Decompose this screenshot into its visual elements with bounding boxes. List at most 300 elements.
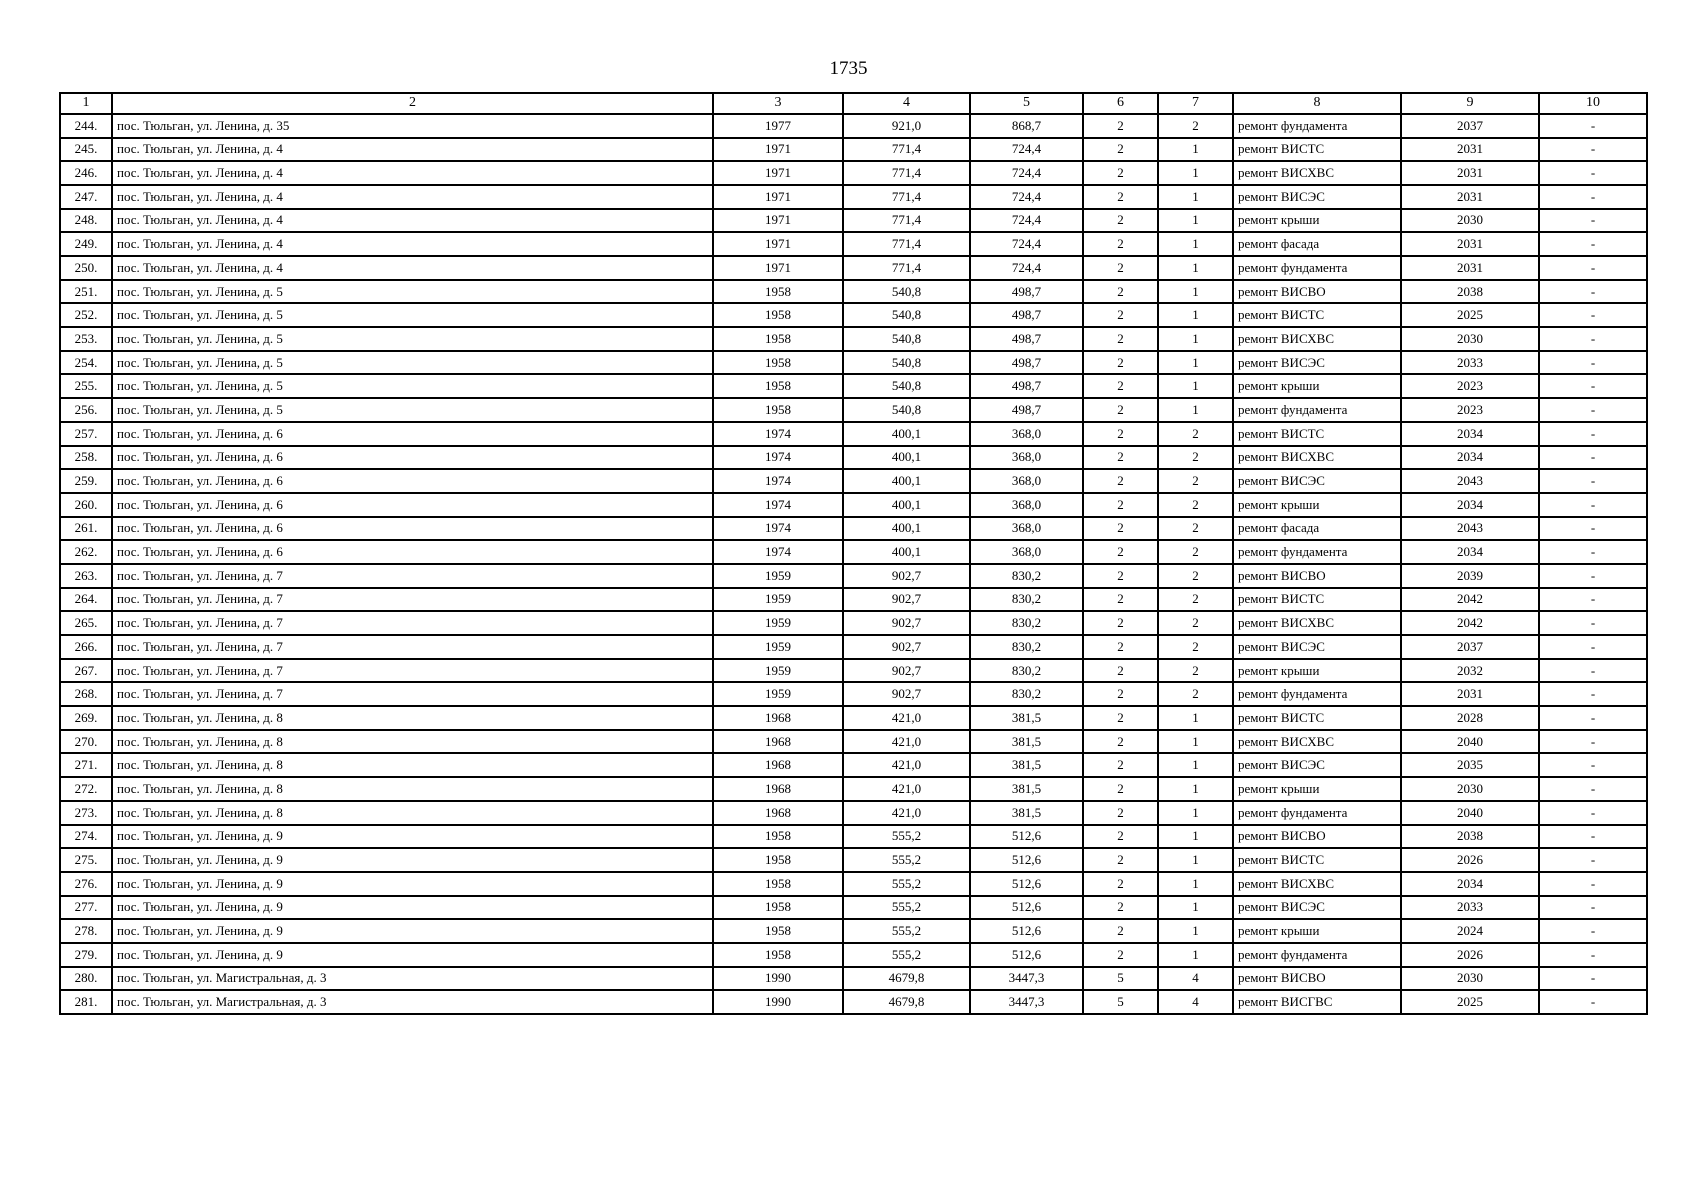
row-number-cell: 255.: [60, 374, 112, 398]
address-cell: пос. Тюльган, ул. Ленина, д. 8: [112, 753, 713, 777]
floors-cell: 2: [1083, 114, 1158, 138]
work-type-cell: ремонт крыши: [1233, 493, 1401, 517]
table-row: [60, 469, 1647, 493]
row-number-cell: 271.: [60, 753, 112, 777]
note-cell: -: [1539, 138, 1647, 162]
year-built-cell: 1968: [713, 801, 843, 825]
total-area-cell: 400,1: [843, 493, 970, 517]
note-cell: -: [1539, 327, 1647, 351]
year-built-cell: 1958: [713, 825, 843, 849]
work-type-cell: ремонт ВИСТС: [1233, 422, 1401, 446]
table-row: [60, 209, 1647, 233]
work-type-cell: ремонт ВИСЭС: [1233, 753, 1401, 777]
floors-cell: 2: [1083, 825, 1158, 849]
address-cell: пос. Тюльган, ул. Ленина, д. 6: [112, 517, 713, 541]
total-area-cell: 421,0: [843, 801, 970, 825]
living-area-cell: 724,4: [970, 185, 1083, 209]
row-number-cell: 246.: [60, 161, 112, 185]
living-area-cell: 512,6: [970, 896, 1083, 920]
row-number-cell: 248.: [60, 209, 112, 233]
floors-cell: 2: [1083, 303, 1158, 327]
year-built-cell: 1958: [713, 398, 843, 422]
address-cell: пос. Тюльган, ул. Ленина, д. 5: [112, 280, 713, 304]
entrances-cell: 2: [1158, 493, 1233, 517]
work-type-cell: ремонт крыши: [1233, 374, 1401, 398]
row-number-cell: 251.: [60, 280, 112, 304]
total-area-cell: 400,1: [843, 469, 970, 493]
work-type-cell: ремонт фундамента: [1233, 398, 1401, 422]
entrances-cell: 1: [1158, 730, 1233, 754]
living-area-cell: 512,6: [970, 848, 1083, 872]
total-area-cell: 555,2: [843, 896, 970, 920]
note-cell: -: [1539, 682, 1647, 706]
planned-year-cell: 2034: [1401, 446, 1539, 470]
total-area-cell: 555,2: [843, 919, 970, 943]
floors-cell: 2: [1083, 138, 1158, 162]
entrances-cell: 2: [1158, 517, 1233, 541]
living-area-cell: 3447,3: [970, 967, 1083, 991]
floors-cell: 2: [1083, 706, 1158, 730]
table-row: [60, 896, 1647, 920]
work-type-cell: ремонт крыши: [1233, 777, 1401, 801]
total-area-cell: 555,2: [843, 848, 970, 872]
year-built-cell: 1959: [713, 588, 843, 612]
row-number-cell: 249.: [60, 232, 112, 256]
entrances-cell: 1: [1158, 256, 1233, 280]
entrances-cell: 1: [1158, 825, 1233, 849]
floors-cell: 2: [1083, 469, 1158, 493]
work-type-cell: ремонт фундамента: [1233, 256, 1401, 280]
living-area-cell: 512,6: [970, 919, 1083, 943]
floors-cell: 2: [1083, 280, 1158, 304]
table-row: [60, 682, 1647, 706]
living-area-cell: 724,4: [970, 209, 1083, 233]
entrances-cell: 1: [1158, 753, 1233, 777]
living-area-cell: 498,7: [970, 398, 1083, 422]
address-cell: пос. Тюльган, ул. Ленина, д. 5: [112, 374, 713, 398]
total-area-cell: 540,8: [843, 280, 970, 304]
living-area-cell: 381,5: [970, 777, 1083, 801]
entrances-cell: 2: [1158, 564, 1233, 588]
address-cell: пос. Тюльган, ул. Ленина, д. 6: [112, 540, 713, 564]
year-built-cell: 1958: [713, 872, 843, 896]
living-area-cell: 368,0: [970, 469, 1083, 493]
entrances-cell: 2: [1158, 611, 1233, 635]
row-number-cell: 260.: [60, 493, 112, 517]
total-area-cell: 555,2: [843, 872, 970, 896]
table-row: [60, 753, 1647, 777]
year-built-cell: 1958: [713, 280, 843, 304]
entrances-cell: 1: [1158, 706, 1233, 730]
total-area-cell: 400,1: [843, 540, 970, 564]
floors-cell: 2: [1083, 753, 1158, 777]
work-type-cell: ремонт ВИСХВС: [1233, 446, 1401, 470]
address-cell: пос. Тюльган, ул. Ленина, д. 7: [112, 635, 713, 659]
year-built-cell: 1958: [713, 848, 843, 872]
row-number-cell: 261.: [60, 517, 112, 541]
floors-cell: 2: [1083, 635, 1158, 659]
total-area-cell: 771,4: [843, 185, 970, 209]
planned-year-cell: 2040: [1401, 801, 1539, 825]
note-cell: -: [1539, 161, 1647, 185]
work-type-cell: ремонт ВИСТС: [1233, 848, 1401, 872]
total-area-cell: 540,8: [843, 398, 970, 422]
address-cell: пос. Тюльган, ул. Ленина, д. 5: [112, 303, 713, 327]
planned-year-cell: 2028: [1401, 706, 1539, 730]
floors-cell: 2: [1083, 730, 1158, 754]
entrances-cell: 1: [1158, 872, 1233, 896]
total-area-cell: 540,8: [843, 327, 970, 351]
address-cell: пос. Тюльган, ул. Ленина, д. 9: [112, 848, 713, 872]
year-built-cell: 1968: [713, 730, 843, 754]
year-built-cell: 1959: [713, 564, 843, 588]
total-area-cell: 771,4: [843, 256, 970, 280]
address-cell: пос. Тюльган, ул. Ленина, д. 7: [112, 564, 713, 588]
living-area-cell: 3447,3: [970, 990, 1083, 1014]
year-built-cell: 1958: [713, 896, 843, 920]
table-row: [60, 280, 1647, 304]
year-built-cell: 1974: [713, 540, 843, 564]
note-cell: -: [1539, 872, 1647, 896]
work-type-cell: ремонт фундамента: [1233, 943, 1401, 967]
total-area-cell: 421,0: [843, 706, 970, 730]
floors-cell: 2: [1083, 422, 1158, 446]
living-area-cell: 368,0: [970, 517, 1083, 541]
table-header-row: [60, 93, 1647, 114]
year-built-cell: 1958: [713, 327, 843, 351]
floors-cell: 2: [1083, 611, 1158, 635]
entrances-cell: 1: [1158, 303, 1233, 327]
work-type-cell: ремонт ВИСВО: [1233, 825, 1401, 849]
planned-year-cell: 2026: [1401, 943, 1539, 967]
table-row: [60, 374, 1647, 398]
floors-cell: 2: [1083, 801, 1158, 825]
work-type-cell: ремонт крыши: [1233, 659, 1401, 683]
planned-year-cell: 2038: [1401, 825, 1539, 849]
planned-year-cell: 2043: [1401, 517, 1539, 541]
total-area-cell: 540,8: [843, 351, 970, 375]
entrances-cell: 1: [1158, 185, 1233, 209]
work-type-cell: ремонт ВИСХВС: [1233, 611, 1401, 635]
planned-year-cell: 2033: [1401, 896, 1539, 920]
living-area-cell: 498,7: [970, 327, 1083, 351]
year-built-cell: 1959: [713, 635, 843, 659]
living-area-cell: 830,2: [970, 564, 1083, 588]
row-number-cell: 258.: [60, 446, 112, 470]
year-built-cell: 1959: [713, 682, 843, 706]
entrances-cell: 4: [1158, 967, 1233, 991]
total-area-cell: 555,2: [843, 825, 970, 849]
row-number-cell: 254.: [60, 351, 112, 375]
planned-year-cell: 2034: [1401, 540, 1539, 564]
living-area-cell: 830,2: [970, 682, 1083, 706]
table-row: [60, 872, 1647, 896]
table-row: [60, 540, 1647, 564]
address-cell: пос. Тюльган, ул. Ленина, д. 5: [112, 351, 713, 375]
table-row: [60, 351, 1647, 375]
note-cell: -: [1539, 659, 1647, 683]
floors-cell: 5: [1083, 990, 1158, 1014]
total-area-cell: 771,4: [843, 232, 970, 256]
work-type-cell: ремонт ВИСХВС: [1233, 872, 1401, 896]
planned-year-cell: 2040: [1401, 730, 1539, 754]
entrances-cell: 1: [1158, 943, 1233, 967]
column-header-6: 6: [1083, 93, 1158, 114]
living-area-cell: 724,4: [970, 232, 1083, 256]
address-cell: пос. Тюльган, ул. Ленина, д. 7: [112, 588, 713, 612]
work-type-cell: ремонт фасада: [1233, 517, 1401, 541]
living-area-cell: 368,0: [970, 540, 1083, 564]
living-area-cell: 368,0: [970, 446, 1083, 470]
row-number-cell: 247.: [60, 185, 112, 209]
note-cell: -: [1539, 374, 1647, 398]
total-area-cell: 902,7: [843, 682, 970, 706]
row-number-cell: 277.: [60, 896, 112, 920]
total-area-cell: 4679,8: [843, 967, 970, 991]
table-row: [60, 919, 1647, 943]
table-row: [60, 635, 1647, 659]
year-built-cell: 1974: [713, 493, 843, 517]
year-built-cell: 1971: [713, 161, 843, 185]
work-type-cell: ремонт ВИСЭС: [1233, 351, 1401, 375]
row-number-cell: 257.: [60, 422, 112, 446]
total-area-cell: 540,8: [843, 374, 970, 398]
planned-year-cell: 2043: [1401, 469, 1539, 493]
address-cell: пос. Тюльган, ул. Магистральная, д. 3: [112, 967, 713, 991]
planned-year-cell: 2030: [1401, 209, 1539, 233]
table-row: [60, 967, 1647, 991]
year-built-cell: 1958: [713, 374, 843, 398]
row-number-cell: 252.: [60, 303, 112, 327]
note-cell: -: [1539, 280, 1647, 304]
planned-year-cell: 2031: [1401, 256, 1539, 280]
planned-year-cell: 2038: [1401, 280, 1539, 304]
note-cell: -: [1539, 611, 1647, 635]
living-area-cell: 368,0: [970, 422, 1083, 446]
planned-year-cell: 2024: [1401, 919, 1539, 943]
planned-year-cell: 2042: [1401, 611, 1539, 635]
note-cell: -: [1539, 209, 1647, 233]
year-built-cell: 1974: [713, 469, 843, 493]
note-cell: -: [1539, 469, 1647, 493]
living-area-cell: 498,7: [970, 280, 1083, 304]
table-row: [60, 706, 1647, 730]
living-area-cell: 381,5: [970, 753, 1083, 777]
floors-cell: 2: [1083, 682, 1158, 706]
planned-year-cell: 2025: [1401, 990, 1539, 1014]
year-built-cell: 1971: [713, 185, 843, 209]
note-cell: -: [1539, 398, 1647, 422]
floors-cell: 2: [1083, 398, 1158, 422]
row-number-cell: 267.: [60, 659, 112, 683]
floors-cell: 2: [1083, 540, 1158, 564]
table-row: [60, 398, 1647, 422]
address-cell: пос. Тюльган, ул. Ленина, д. 6: [112, 422, 713, 446]
floors-cell: 2: [1083, 351, 1158, 375]
year-built-cell: 1968: [713, 706, 843, 730]
entrances-cell: 1: [1158, 138, 1233, 162]
planned-year-cell: 2042: [1401, 588, 1539, 612]
row-number-cell: 281.: [60, 990, 112, 1014]
address-cell: пос. Тюльган, ул. Ленина, д. 7: [112, 659, 713, 683]
column-header-8: 8: [1233, 93, 1401, 114]
floors-cell: 2: [1083, 185, 1158, 209]
living-area-cell: 830,2: [970, 635, 1083, 659]
work-type-cell: ремонт ВИСЭС: [1233, 635, 1401, 659]
row-number-cell: 263.: [60, 564, 112, 588]
row-number-cell: 259.: [60, 469, 112, 493]
floors-cell: 2: [1083, 564, 1158, 588]
note-cell: -: [1539, 564, 1647, 588]
planned-year-cell: 2031: [1401, 682, 1539, 706]
row-number-cell: 278.: [60, 919, 112, 943]
table-row: [60, 303, 1647, 327]
living-area-cell: 381,5: [970, 801, 1083, 825]
floors-cell: 2: [1083, 919, 1158, 943]
table-row: [60, 493, 1647, 517]
address-cell: пос. Тюльган, ул. Ленина, д. 6: [112, 446, 713, 470]
entrances-cell: 2: [1158, 635, 1233, 659]
year-built-cell: 1971: [713, 209, 843, 233]
row-number-cell: 279.: [60, 943, 112, 967]
note-cell: -: [1539, 990, 1647, 1014]
work-type-cell: ремонт фундамента: [1233, 540, 1401, 564]
address-cell: пос. Тюльган, ул. Ленина, д. 9: [112, 872, 713, 896]
entrances-cell: 1: [1158, 374, 1233, 398]
year-built-cell: 1958: [713, 943, 843, 967]
work-type-cell: ремонт ВИСЭС: [1233, 185, 1401, 209]
address-cell: пос. Тюльган, ул. Ленина, д. 8: [112, 706, 713, 730]
row-number-cell: 270.: [60, 730, 112, 754]
note-cell: -: [1539, 777, 1647, 801]
floors-cell: 2: [1083, 943, 1158, 967]
total-area-cell: 4679,8: [843, 990, 970, 1014]
address-cell: пос. Тюльган, ул. Ленина, д. 5: [112, 398, 713, 422]
work-type-cell: ремонт фундамента: [1233, 114, 1401, 138]
row-number-cell: 250.: [60, 256, 112, 280]
address-cell: пос. Тюльган, ул. Ленина, д. 9: [112, 919, 713, 943]
planned-year-cell: 2031: [1401, 161, 1539, 185]
column-header-1: 1: [60, 93, 112, 114]
address-cell: пос. Тюльган, ул. Ленина, д. 8: [112, 777, 713, 801]
entrances-cell: 2: [1158, 422, 1233, 446]
work-type-cell: ремонт ВИСГВС: [1233, 990, 1401, 1014]
note-cell: -: [1539, 801, 1647, 825]
work-type-cell: ремонт ВИСТС: [1233, 706, 1401, 730]
note-cell: -: [1539, 896, 1647, 920]
table-row: [60, 232, 1647, 256]
row-number-cell: 276.: [60, 872, 112, 896]
year-built-cell: 1971: [713, 138, 843, 162]
living-area-cell: 498,7: [970, 374, 1083, 398]
table-row: [60, 185, 1647, 209]
total-area-cell: 421,0: [843, 777, 970, 801]
row-number-cell: 280.: [60, 967, 112, 991]
living-area-cell: 868,7: [970, 114, 1083, 138]
row-number-cell: 264.: [60, 588, 112, 612]
entrances-cell: 1: [1158, 896, 1233, 920]
year-built-cell: 1990: [713, 967, 843, 991]
floors-cell: 2: [1083, 256, 1158, 280]
total-area-cell: 400,1: [843, 446, 970, 470]
note-cell: -: [1539, 114, 1647, 138]
planned-year-cell: 2031: [1401, 232, 1539, 256]
living-area-cell: 724,4: [970, 256, 1083, 280]
note-cell: -: [1539, 256, 1647, 280]
row-number-cell: 273.: [60, 801, 112, 825]
total-area-cell: 902,7: [843, 659, 970, 683]
planned-year-cell: 2034: [1401, 422, 1539, 446]
table-row: [60, 990, 1647, 1014]
note-cell: -: [1539, 919, 1647, 943]
table-row: [60, 848, 1647, 872]
note-cell: -: [1539, 967, 1647, 991]
note-cell: -: [1539, 753, 1647, 777]
year-built-cell: 1977: [713, 114, 843, 138]
planned-year-cell: 2025: [1401, 303, 1539, 327]
planned-year-cell: 2037: [1401, 114, 1539, 138]
column-header-7: 7: [1158, 93, 1233, 114]
entrances-cell: 1: [1158, 398, 1233, 422]
living-area-cell: 381,5: [970, 706, 1083, 730]
column-header-9: 9: [1401, 93, 1539, 114]
note-cell: -: [1539, 943, 1647, 967]
address-cell: пос. Тюльган, ул. Ленина, д. 35: [112, 114, 713, 138]
address-cell: пос. Тюльган, ул. Ленина, д. 4: [112, 256, 713, 280]
address-cell: пос. Тюльган, ул. Ленина, д. 6: [112, 469, 713, 493]
year-built-cell: 1990: [713, 990, 843, 1014]
table-row: [60, 588, 1647, 612]
living-area-cell: 368,0: [970, 493, 1083, 517]
work-type-cell: ремонт ВИСХВС: [1233, 327, 1401, 351]
planned-year-cell: 2037: [1401, 635, 1539, 659]
note-cell: -: [1539, 351, 1647, 375]
row-number-cell: 244.: [60, 114, 112, 138]
note-cell: -: [1539, 422, 1647, 446]
floors-cell: 2: [1083, 232, 1158, 256]
work-type-cell: ремонт ВИСВО: [1233, 280, 1401, 304]
floors-cell: 2: [1083, 446, 1158, 470]
address-cell: пос. Тюльган, ул. Ленина, д. 4: [112, 209, 713, 233]
entrances-cell: 1: [1158, 280, 1233, 304]
note-cell: -: [1539, 540, 1647, 564]
address-cell: пос. Тюльган, ул. Ленина, д. 9: [112, 825, 713, 849]
work-type-cell: ремонт фундамента: [1233, 682, 1401, 706]
entrances-cell: 2: [1158, 540, 1233, 564]
entrances-cell: 2: [1158, 682, 1233, 706]
total-area-cell: 771,4: [843, 138, 970, 162]
column-header-4: 4: [843, 93, 970, 114]
note-cell: -: [1539, 446, 1647, 470]
entrances-cell: 1: [1158, 919, 1233, 943]
year-built-cell: 1959: [713, 611, 843, 635]
row-number-cell: 268.: [60, 682, 112, 706]
work-type-cell: ремонт ВИСВО: [1233, 967, 1401, 991]
address-cell: пос. Тюльган, ул. Ленина, д. 9: [112, 943, 713, 967]
work-type-cell: ремонт фундамента: [1233, 801, 1401, 825]
note-cell: -: [1539, 303, 1647, 327]
entrances-cell: 2: [1158, 469, 1233, 493]
floors-cell: 2: [1083, 517, 1158, 541]
year-built-cell: 1958: [713, 919, 843, 943]
row-number-cell: 269.: [60, 706, 112, 730]
note-cell: -: [1539, 825, 1647, 849]
floors-cell: 2: [1083, 374, 1158, 398]
total-area-cell: 421,0: [843, 753, 970, 777]
address-cell: пос. Тюльган, ул. Ленина, д. 4: [112, 138, 713, 162]
planned-year-cell: 2026: [1401, 848, 1539, 872]
address-cell: пос. Тюльган, ул. Ленина, д. 4: [112, 185, 713, 209]
